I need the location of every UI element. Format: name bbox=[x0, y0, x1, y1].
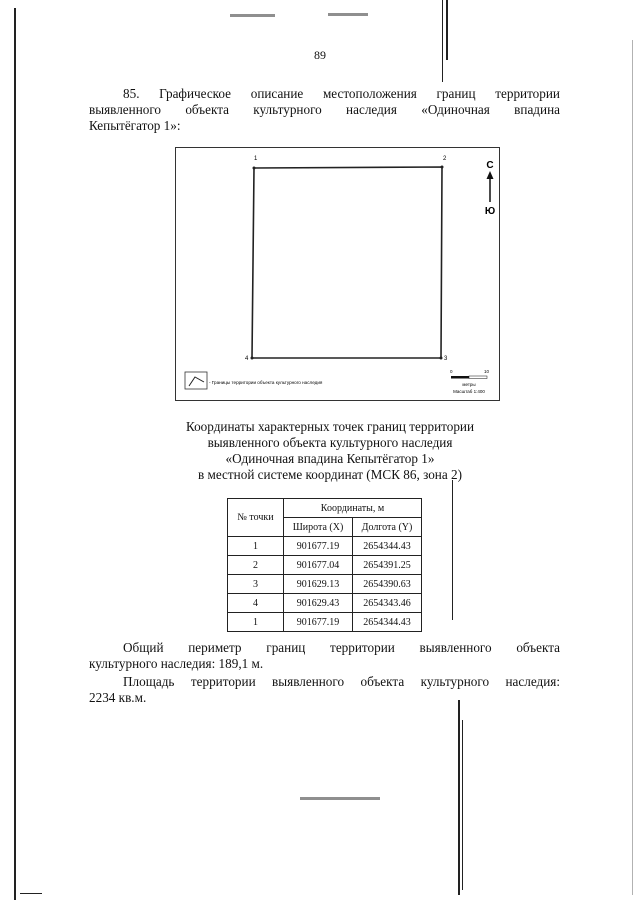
coordinates-table bbox=[227, 498, 422, 632]
header-lon: Долгота (Y) bbox=[353, 518, 422, 537]
cell-lat: 901677.19 bbox=[284, 537, 353, 556]
scale-bar-black-segment bbox=[451, 376, 469, 379]
heading-paragraph bbox=[89, 86, 560, 134]
header-lat: Широта (X) bbox=[284, 518, 353, 537]
boundary-polygon bbox=[252, 167, 442, 358]
compass-south-label: Ю bbox=[484, 206, 496, 217]
scan-smudge-top-right bbox=[328, 13, 368, 16]
legend-box bbox=[185, 372, 207, 389]
scale-bar-white-segment bbox=[469, 376, 487, 379]
heading-line-1: 85. Графическое описание местоположения границ территории bbox=[123, 86, 560, 101]
point-marker-2 bbox=[441, 166, 444, 169]
table-row bbox=[228, 556, 422, 575]
point-marker-3 bbox=[440, 357, 443, 360]
corner-label-3: 3 bbox=[444, 356, 448, 362]
caption-line-2: выявленного объекта культурного наследия bbox=[207, 435, 453, 450]
caption-line-4: в местной системе координат (МСК 86, зона 2) bbox=[198, 467, 462, 482]
cell-lon: 2654390.63 bbox=[353, 575, 422, 594]
scan-fold-line-bottom bbox=[458, 700, 460, 895]
scan-bottom-edge bbox=[20, 893, 42, 894]
perimeter-paragraph bbox=[89, 640, 560, 672]
scan-fold-line-bottom-2 bbox=[462, 720, 463, 890]
scale-ratio-label: Масштаб 1:400 bbox=[453, 389, 485, 394]
table-row bbox=[228, 575, 422, 594]
corner-label-2: 2 bbox=[443, 156, 447, 162]
perimeter-line-2: культурного наследия: 189,1 м. bbox=[89, 656, 264, 671]
scan-smudge-top-left bbox=[230, 14, 275, 17]
area-paragraph bbox=[89, 674, 560, 706]
scan-fold-line-middle bbox=[452, 480, 453, 620]
cell-point: 1 bbox=[228, 537, 284, 556]
cell-lat: 901677.04 bbox=[284, 556, 353, 575]
cell-point: 1 bbox=[228, 613, 284, 632]
boundary-map-drawing bbox=[176, 148, 499, 400]
compass-north-label: С bbox=[486, 160, 494, 171]
scale-start-label: 0 bbox=[450, 369, 453, 374]
caption-line-1: Координаты характерных точек границ территории bbox=[185, 419, 475, 434]
cell-lon: 2654391.25 bbox=[353, 556, 422, 575]
point-marker-1 bbox=[253, 167, 256, 170]
cell-lat: 901629.13 bbox=[284, 575, 353, 594]
table-row bbox=[228, 594, 422, 613]
cell-point: 2 bbox=[228, 556, 284, 575]
boundary-map bbox=[175, 147, 500, 401]
scan-smudge-bottom bbox=[300, 797, 380, 800]
cell-lat: 901677.19 bbox=[284, 613, 353, 632]
page-number: 89 bbox=[314, 48, 326, 62]
cell-lon: 2654343.46 bbox=[353, 594, 422, 613]
legend-text: - Границы территории объекта культурного наследия bbox=[209, 380, 323, 385]
header-point: № точки bbox=[228, 499, 284, 537]
point-marker-4 bbox=[251, 357, 254, 360]
scan-right-edge bbox=[632, 40, 633, 895]
area-line-2: 2234 кв.м. bbox=[89, 690, 147, 705]
scan-left-edge bbox=[14, 8, 16, 900]
caption-line-3: «Одиночная впадина Кепытёгатор 1» bbox=[225, 451, 435, 466]
corner-label-1: 1 bbox=[254, 156, 258, 162]
scale-unit-label: метры bbox=[462, 382, 476, 387]
heading-line-3: Кепытёгатор 1»: bbox=[89, 118, 181, 133]
cell-lat: 901629.43 bbox=[284, 594, 353, 613]
scale-end-label: 10 bbox=[484, 369, 490, 374]
legend-symbol-icon bbox=[189, 377, 204, 386]
perimeter-line-1: Общий периметр границ территории выявленного объекта bbox=[123, 640, 560, 655]
corner-label-4: 4 bbox=[245, 356, 249, 362]
scan-fold-line-top bbox=[442, 0, 443, 82]
heading-line-2: выявленного объекта культурного наследия «Одиночная впадина bbox=[89, 102, 560, 117]
cell-lon: 2654344.43 bbox=[353, 537, 422, 556]
table-caption bbox=[120, 419, 540, 483]
cell-point: 4 bbox=[228, 594, 284, 613]
table-row bbox=[228, 537, 422, 556]
compass-arrow-icon bbox=[487, 171, 494, 179]
area-line-1: Площадь территории выявленного объекта культурного наследия: bbox=[123, 674, 560, 689]
cell-point: 3 bbox=[228, 575, 284, 594]
header-coords: Координаты, м bbox=[284, 499, 422, 518]
cell-lon: 2654344.43 bbox=[353, 613, 422, 632]
table-row bbox=[228, 613, 422, 632]
